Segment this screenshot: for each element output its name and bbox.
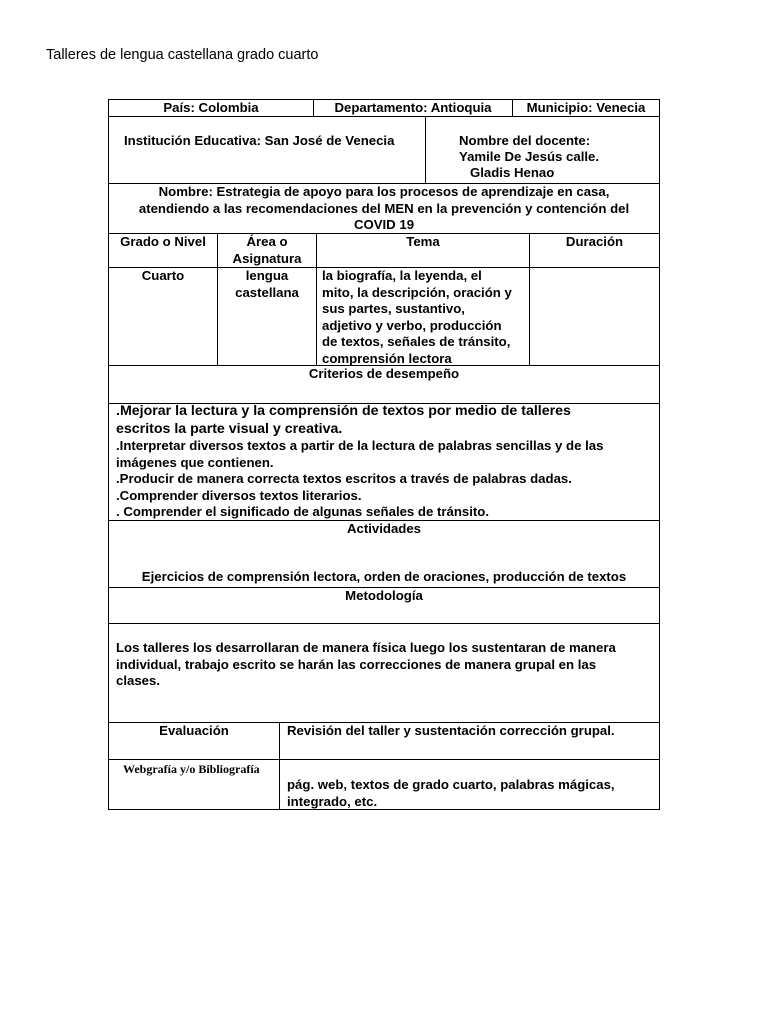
nombre-line-3: COVID 19 [353,217,415,232]
nombre-text [108,184,660,234]
header-tema: Tema [406,234,440,249]
header-grado: Grado o Nivel [120,234,206,249]
bibliografia-label: Webgrafía y/o Bibliografía [123,762,260,776]
document-title: Talleres de lengua castellana grado cuarto [46,47,319,63]
value-grado: Cuarto [141,268,185,283]
criterio-item: .Mejorar la lectura y la comprensión de textos por medio de talleres [116,403,571,419]
departamento-text: Departamento: Antioquia [334,100,492,115]
nombre-line-2: atendiendo a las recomendaciones del MEN en la prevención y contención del [138,200,630,216]
metodologia-text: Los talleres los desarrollaran de manera física luego los sustentaran de manera individual, trabajo escrito se harán las correcciones de manera grupal en las clases. [116,640,616,688]
criterio-item: . Comprender el significado de algunas señales de tránsito. [116,504,490,519]
pais-text: País: Colombia [163,100,259,115]
value-duracion-cell [529,267,660,366]
actividades-heading: Actividades [346,521,422,536]
docente-label: Nombre del docente: [459,133,591,148]
criterio-item: .Producir de manera correcta textos escritos a través de palabras dadas. [116,471,572,486]
criterio-item: imágenes que contienen. [116,454,274,470]
evaluacion-label: Evaluación [159,723,229,738]
criterio-item: escritos la parte visual y creativa. [116,420,343,437]
value-tema: la biografía, la leyenda, el mito, la descripción, oración y sus partes, sustantivo, adjetivo y verbo, producción de textos, señales de tránsito, comprensión lectora [322,268,512,366]
header-duracion: Duración [565,234,624,249]
value-area: lengua castellana [235,268,299,300]
metodologia-heading: Metodología [345,588,423,603]
docente-name-1: Yamile De Jesús calle. [459,149,600,164]
institucion-text: Institución Educativa: San José de Venecia [124,133,395,148]
nombre-line-1: Nombre: Estrategia de apoyo para los procesos de aprendizaje en casa, [158,184,610,199]
header-area: Área o Asignatura [232,234,302,266]
docente-name-2: Gladis Henao [470,165,555,180]
criterio-item: .Interpretar diversos textos a partir de la lectura de palabras sencillas y de las [116,438,604,453]
evaluacion-text: Revisión del taller y sustentación corrección grupal. [287,723,615,738]
criterios-heading: Criterios de desempeño [308,366,460,381]
criterio-item: .Comprender diversos textos literarios. [116,487,362,503]
municipio-text: Municipio: Venecia [526,100,646,115]
criterios-list [116,403,656,521]
actividades-text: Ejercicios de comprensión lectora, orden de oraciones, producción de textos [141,569,627,584]
cell-institucion [108,116,426,184]
bibliografia-text: pág. web, textos de grado cuarto, palabras mágicas, integrado, etc. [287,777,615,809]
